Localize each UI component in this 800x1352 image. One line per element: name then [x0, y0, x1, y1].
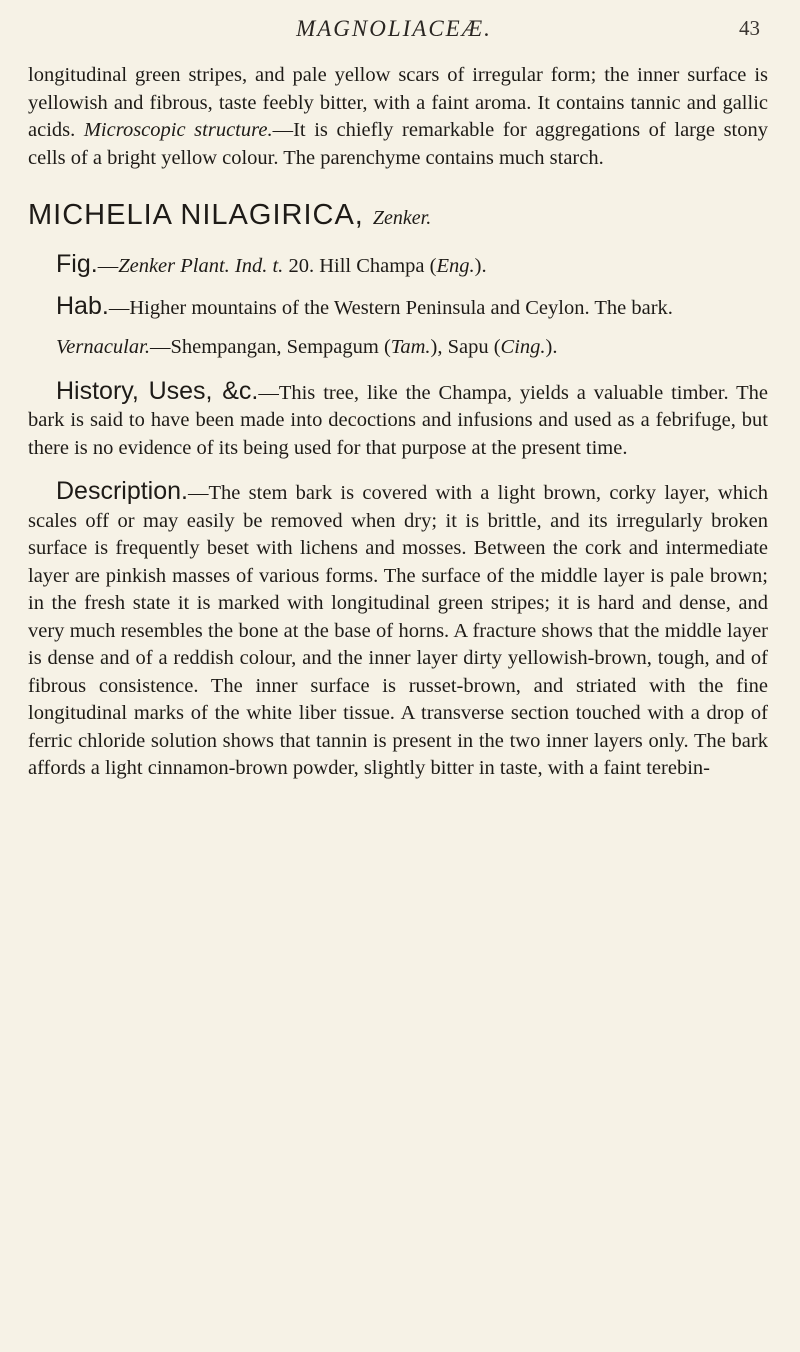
description-text: —The stem bark is covered with a light brown, corky layer, which scales off or may easily be removed when dry; it is brittle, and its irregularly broken surface is frequently beset with lichens and mosses. Between the cork and intermediate layer are pinkish masses of various forms. The surface of the middle layer is pale brown; in the fresh state it is marked with longitudinal green stripes; it is hard and dense, and very much resembles the bone at the base of horns. A fracture shows that the middle layer is dense and of a reddish colour, and the inner layer dirty yellowish-brown, tough, and of fibrous consistence. The inner surface is russet-brown, and striated with the fine longitudinal marks of the white liber tissue. A transverse section touched with a drop of ferric chloride solution shows that tannin is present in the two inner layers only. The bark affords a light cinnamon-brown powder, slightly bitter in taste, with a faint terebin- [28, 482, 768, 779]
running-title: MAGNOLIACEÆ. [296, 16, 492, 41]
habitat-text: —Higher mountains of the Western Peninsula and Ceylon. The bark. [108, 296, 673, 319]
vernacular-label: Vernacular. [56, 336, 150, 358]
microscopic-structure-label: Microscopic structure. [83, 119, 273, 141]
description-paragraph [28, 478, 768, 783]
intro-paragraph [28, 62, 768, 172]
history-label: History, Uses, &c. [56, 376, 259, 405]
habitat-label: Hab. [56, 291, 109, 320]
species-authority: Zenker. [372, 207, 432, 229]
vernacular-text-3: ). [545, 336, 558, 358]
vernacular-language-2: Cing. [500, 336, 546, 358]
fig-close: ). [474, 255, 487, 277]
fig-label: Fig. [56, 250, 98, 278]
fig-paragraph [28, 251, 768, 281]
species-name: MICHELIA NILAGIRICA, [28, 199, 364, 231]
page-number: 43 [739, 16, 760, 40]
running-head [28, 16, 760, 52]
body-text [28, 62, 768, 783]
fig-dash: — [97, 255, 119, 277]
habitat-paragraph [28, 293, 768, 323]
history-paragraph [28, 378, 768, 463]
fig-language: Eng. [436, 255, 475, 277]
intro-text-end: —It is chiefly remarkable for aggregations of large stony cells of a bright yellow colour. The parenchyme contains much starch. [28, 119, 768, 169]
fig-plate: 20. Hill Champa ( [283, 255, 437, 277]
species-heading [28, 198, 768, 235]
intro-text-start: longitudinal green stripes, and pale yellow scars of irregular form; the inner surface is yellowish and fibrous, taste feebly bitter, with a faint aroma. It contains tannic and gallic acids. [28, 64, 768, 141]
vernacular-language-1: Tam. [390, 336, 431, 358]
fig-reference: Zenker Plant. Ind. t. [118, 255, 284, 277]
vernacular-text-1: —Shempangan, Sempagum ( [149, 336, 391, 358]
history-text: —This tree, like the Champa, yields a valuable timber. The bark is said to have been made into decoctions and infusions and used as a febrifuge, but there is no evidence of its being used for that purpose at the present time. [28, 381, 768, 459]
vernacular-text-2: ), Sapu ( [430, 336, 501, 358]
vernacular-paragraph [28, 334, 768, 362]
description-label: Description. [56, 477, 188, 505]
